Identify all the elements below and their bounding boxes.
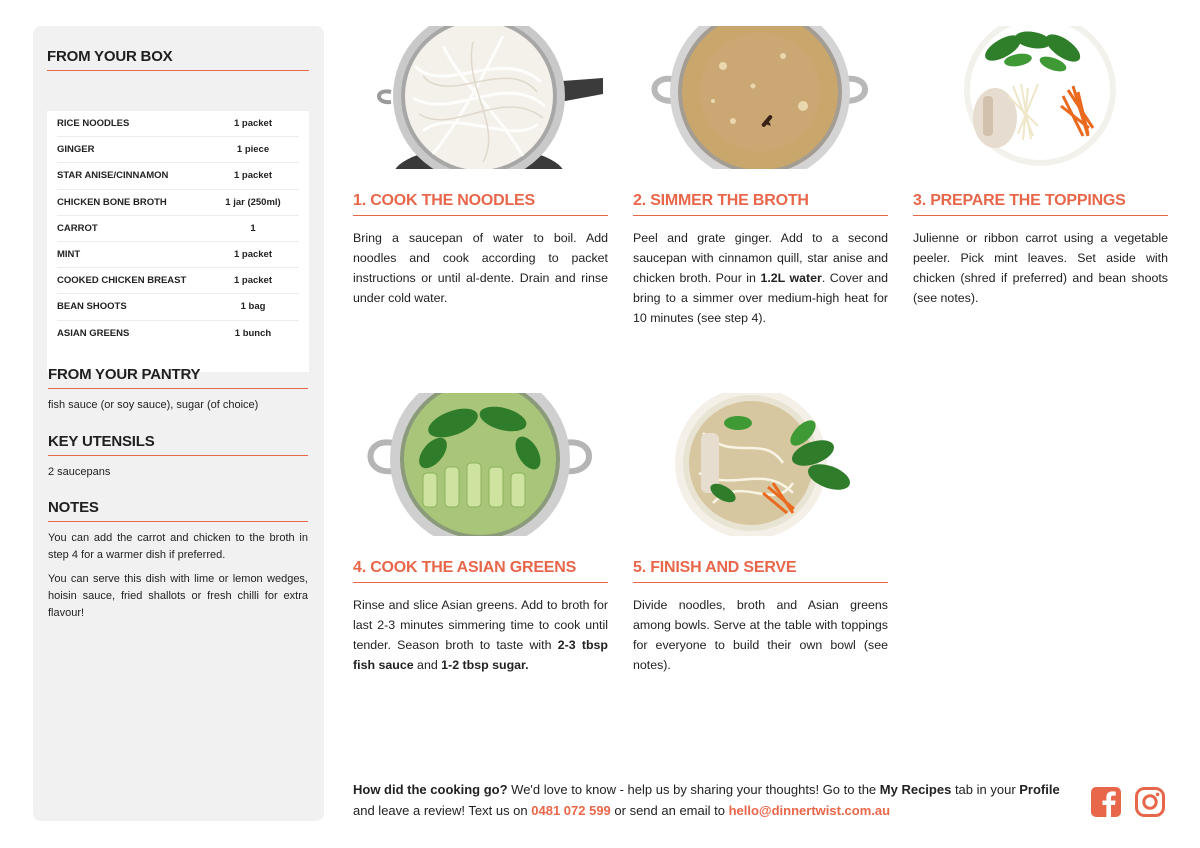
ingredient-name: RICE NOODLES: [57, 118, 130, 130]
feedback-message: How did the cooking go? We'd love to know - help us by sharing your thoughts! Go to the My Recipes tab in your Profile and leave a review! Text us on 0481 072 599 or send an email to hello@dinnertwist.com.au: [353, 782, 1060, 818]
ingredient-row: [57, 294, 299, 320]
key-utensils-heading: KEY UTENSILS: [48, 433, 308, 456]
ingredient-quantity: 1 packet: [233, 275, 273, 287]
step-title: 1. COOK THE NOODLES: [353, 192, 608, 216]
greens-in-saucepan-photo: [353, 393, 608, 536]
toppings-plate-photo: [913, 26, 1168, 169]
pantry-text: fish sauce (or soy sauce), sugar (of choice): [48, 399, 259, 411]
instagram-icon[interactable]: [1134, 786, 1166, 818]
ingredient-name: CARROT: [57, 222, 98, 234]
ingredient-name: STAR ANISE/CINNAMON: [57, 170, 169, 182]
step-5: [633, 393, 888, 675]
step-text: Rinse and slice Asian greens. Add to broth for last 2-3 minutes simmering time to cook until tender. Season broth to taste with 2-3 tbsp fish sauce and 1-2 tbsp sugar.: [353, 598, 609, 672]
ingredient-row: [57, 111, 299, 137]
ingredient-name: COOKED CHICKEN BREAST: [57, 275, 187, 287]
ingredient-name: BEAN SHOOTS: [57, 301, 127, 313]
notes-heading: NOTES: [48, 499, 308, 522]
ingredient-row: [57, 163, 299, 189]
step-text: Divide noodles, broth and Asian greens among bowls. Serve at the table with toppings for everyone to build their own bowl (see notes).: [633, 598, 888, 672]
facebook-icon[interactable]: [1090, 786, 1122, 818]
step-text: Peel and grate ginger. Add to a second saucepan with cinnamon quill, star anise and chicken broth. Pour in 1.2L water. Cover and bring to a simmer over medium-high heat for 10 minutes (see step 4).: [633, 231, 888, 325]
ingredient-quantity: 1 packet: [233, 170, 273, 182]
ingredient-quantity: 1 bag: [240, 301, 266, 313]
ingredient-name: CHICKEN BONE BROTH: [57, 196, 167, 208]
ingredient-row: [57, 268, 299, 294]
step-title: 4. COOK THE ASIAN GREENS: [353, 559, 608, 583]
ingredient-name: GINGER: [57, 144, 95, 156]
step-title: 5. FINISH AND SERVE: [633, 559, 888, 583]
utensils-text: 2 saucepans: [48, 466, 111, 478]
ingredient-row: [57, 216, 299, 242]
step-1: [353, 26, 608, 308]
from-your-box-heading: FROM YOUR BOX: [47, 48, 309, 71]
step-3: [913, 26, 1168, 308]
notes-section: [48, 499, 308, 622]
pho-bowl-photo: [633, 393, 888, 536]
utensils-section: [48, 433, 308, 481]
step-title: 3. PREPARE THE TOPPINGS: [913, 192, 1168, 216]
ingredient-quantity: 1: [250, 222, 256, 234]
note-item: You can serve this dish with lime or lemon wedges, hoisin sauce, fried shallots or fresh chilli for extra flavour!: [48, 573, 308, 619]
ingredient-row: [57, 242, 299, 268]
noodles-in-colander-photo: [353, 26, 608, 169]
pantry-section: [48, 366, 308, 414]
ingredient-row: [57, 137, 299, 163]
ingredient-quantity: 1 jar (250ml): [225, 196, 281, 208]
ingredient-name: MINT: [57, 249, 81, 261]
ingredient-quantity: 1 packet: [233, 118, 273, 130]
step-2: [633, 26, 888, 328]
ingredient-name: ASIAN GREENS: [57, 328, 130, 340]
step-text: Bring a saucepan of water to boil. Add noodles and cook according to packet instructions or until al-dente. Drain and rinse under cold water.: [353, 231, 608, 305]
ingredient-row: [57, 190, 299, 216]
note-item: You can add the carrot and chicken to the broth in step 4 for a warmer dish if preferred.: [48, 532, 308, 561]
broth-in-saucepan-photo: [633, 26, 888, 169]
ingredients-sidebar: [33, 26, 324, 821]
ingredient-quantity: 1 bunch: [234, 328, 272, 340]
step-title: 2. SIMMER THE BROTH: [633, 192, 888, 216]
step-4: [353, 393, 608, 675]
ingredient-quantity: 1 piece: [236, 144, 270, 156]
ingredient-quantity: 1 packet: [233, 249, 273, 261]
from-your-pantry-heading: FROM YOUR PANTRY: [48, 366, 308, 389]
step-text: Julienne or ribbon carrot using a vegetable peeler. Pick mint leaves. Set aside with chicken (shred if preferred) and bean shoots (see notes).: [913, 231, 1168, 305]
ingredient-row: [57, 321, 299, 347]
ingredient-table: [47, 111, 309, 372]
